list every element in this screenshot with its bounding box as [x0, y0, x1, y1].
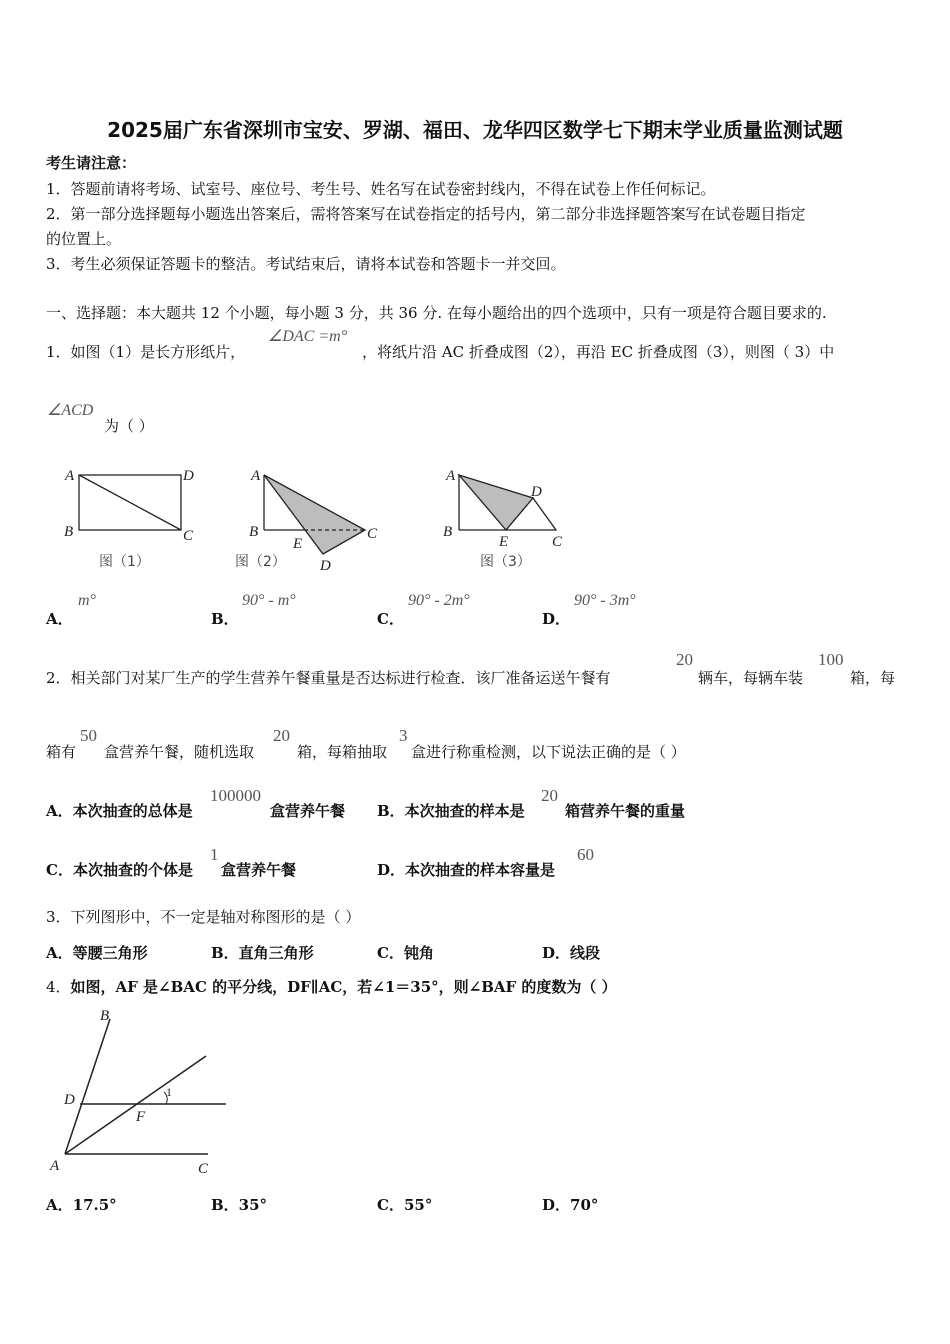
- q2-text: 盒进行称重检测，以下说法正确的是（ ）: [411, 743, 686, 761]
- label-e: E: [499, 534, 509, 550]
- q2-option-a: A．本次抽查的总体是: [46, 802, 193, 820]
- option-d: D．: [542, 610, 571, 628]
- label-a: A: [50, 1158, 60, 1174]
- q2-line1: [46, 667, 611, 688]
- option-a: A．: [46, 610, 73, 628]
- option-d-value: 90° - 3m°: [574, 592, 636, 609]
- q2-option-b-tail: 箱营养午餐的重量: [565, 802, 686, 820]
- q3-option-c: C．钝角: [377, 944, 434, 962]
- q1-figure-2: [235, 468, 378, 574]
- q4-option-c: C．55°: [377, 1196, 433, 1214]
- q4-option-d: D．70°: [542, 1196, 599, 1214]
- q2-option-c-tail: 盒营养午餐: [221, 861, 297, 879]
- label-d: D: [64, 1092, 75, 1108]
- label-d: D: [320, 558, 331, 574]
- option-b: B．: [211, 610, 239, 628]
- q4-option-a: A．17.5°: [46, 1196, 117, 1214]
- q1-text-b: ，将纸片沿 AC 折叠成图（2），再沿 EC 折叠成图（3），则图（ 3）中: [362, 343, 835, 361]
- q2-num-50: 50: [80, 726, 97, 745]
- q4-stem: 如图，AF 是∠BAC 的平分线，DF∥AC，若∠1＝35°，则∠BAF 的度数为（ ）: [70, 978, 617, 996]
- label-d: D: [531, 484, 542, 500]
- notice-item: 1．答题前请将考场、试室号、座位号、考生号、姓名写在试卷密封线内，不得在试卷上作任何标记。: [46, 180, 716, 198]
- caption-fig2: 图（2）: [235, 554, 286, 570]
- q1-text-c: 为（ ）: [104, 417, 154, 435]
- label-c: C: [198, 1161, 209, 1177]
- q3-option-d: D．线段: [542, 944, 601, 962]
- q2-option-c-num: 1: [210, 845, 219, 864]
- q1-figures: [55, 460, 615, 580]
- option-a-value: m°: [78, 592, 96, 609]
- caption-fig3: 图（3）: [480, 554, 531, 570]
- notice-item: 3．考生必须保证答题卡的整洁。考试结束后，请将本试卷和答题卡一并交回。: [46, 255, 566, 273]
- label-a: A: [251, 468, 261, 484]
- label-b: B: [100, 1008, 110, 1024]
- q2-option-a-tail: 盒营养午餐: [270, 802, 346, 820]
- q2-num-3: 3: [399, 726, 408, 745]
- q4-figure: [40, 1004, 240, 1179]
- q2-option-d: D．本次抽查的样本容量是: [377, 861, 556, 879]
- q2-text: 箱，每箱抽取: [297, 743, 388, 761]
- label-b: B: [249, 524, 259, 540]
- q1-figure-1: [64, 468, 194, 570]
- label-c: C: [552, 534, 563, 550]
- question-number: 3．: [46, 908, 71, 926]
- section-heading: 一、选择题：本大题共 12 个小题，每小题 3 分，共 36 分. 在每小题给出的四个选项中，只有一项是符合题目要求的.: [46, 304, 827, 322]
- q4-text: [46, 976, 617, 997]
- label-angle-1: 1: [166, 1085, 172, 1099]
- page-title: 2025届广东省深圳市宝安、罗湖、福田、龙华四区数学七下期末学业质量监测试题: [107, 118, 843, 142]
- q2-text: 箱有: [46, 743, 77, 761]
- notice-heading: 考生请注意：: [46, 154, 137, 172]
- q3-stem: 下列图形中，不一定是轴对称图形的是（ ）: [70, 908, 361, 926]
- q2-text: 箱，每: [850, 669, 896, 687]
- q1-text-line1: [46, 341, 245, 362]
- label-f: F: [136, 1109, 146, 1125]
- label-b: B: [64, 524, 74, 540]
- option-b-value: 90° - m°: [242, 592, 296, 609]
- q1-angle-acd: ∠ACD: [47, 402, 94, 419]
- q1-text-a: 如图（1）是长方形纸片，: [70, 343, 246, 361]
- question-number: 2．: [46, 669, 71, 687]
- label-b: B: [443, 524, 453, 540]
- q2-option-b-num: 20: [541, 786, 558, 805]
- q2-option-d-num: 60: [577, 845, 594, 864]
- label-d: D: [183, 468, 194, 484]
- option-c-value: 90° - 2m°: [408, 592, 470, 609]
- label-a: A: [65, 468, 75, 484]
- label-c: C: [367, 526, 378, 542]
- question-number: 4．: [46, 978, 71, 996]
- q2-text: 辆车，每辆车装: [698, 669, 804, 687]
- label-a: A: [446, 468, 456, 484]
- q2-text: 相关部门对某厂生产的学生营养午餐重量是否达标进行检查．该厂准备运送午餐有: [70, 669, 611, 687]
- label-c: C: [183, 528, 194, 544]
- caption-fig1: 图（1）: [99, 554, 150, 570]
- question-number: 1．: [46, 343, 71, 361]
- q2-num-20: 20: [676, 650, 693, 669]
- q2-num-20b: 20: [273, 726, 290, 745]
- q3-text: [46, 906, 360, 927]
- q1-angle-dac: ∠DAC =m°: [268, 328, 348, 345]
- q1-figure-3: [443, 468, 563, 570]
- q3-option-b: B．直角三角形: [211, 944, 314, 962]
- q2-text: 盒营养午餐，随机选取: [104, 743, 255, 761]
- q2-num-100: 100: [818, 650, 844, 669]
- q2-option-a-num: 100000: [210, 786, 261, 805]
- q4-option-b: B．35°: [211, 1196, 268, 1214]
- q2-option-b: B．本次抽查的样本是: [377, 802, 525, 820]
- q2-option-c: C．本次抽查的个体是: [46, 861, 193, 879]
- label-e: E: [293, 536, 303, 552]
- notice-item: 的位置上。: [46, 230, 122, 248]
- option-c: C．: [377, 610, 404, 628]
- q3-option-a: A．等腰三角形: [46, 944, 148, 962]
- notice-item: 2．第一部分选择题每小题选出答案后，需将答案写在试卷指定的括号内，第二部分非选择题答案写在试卷题目指定: [46, 205, 806, 223]
